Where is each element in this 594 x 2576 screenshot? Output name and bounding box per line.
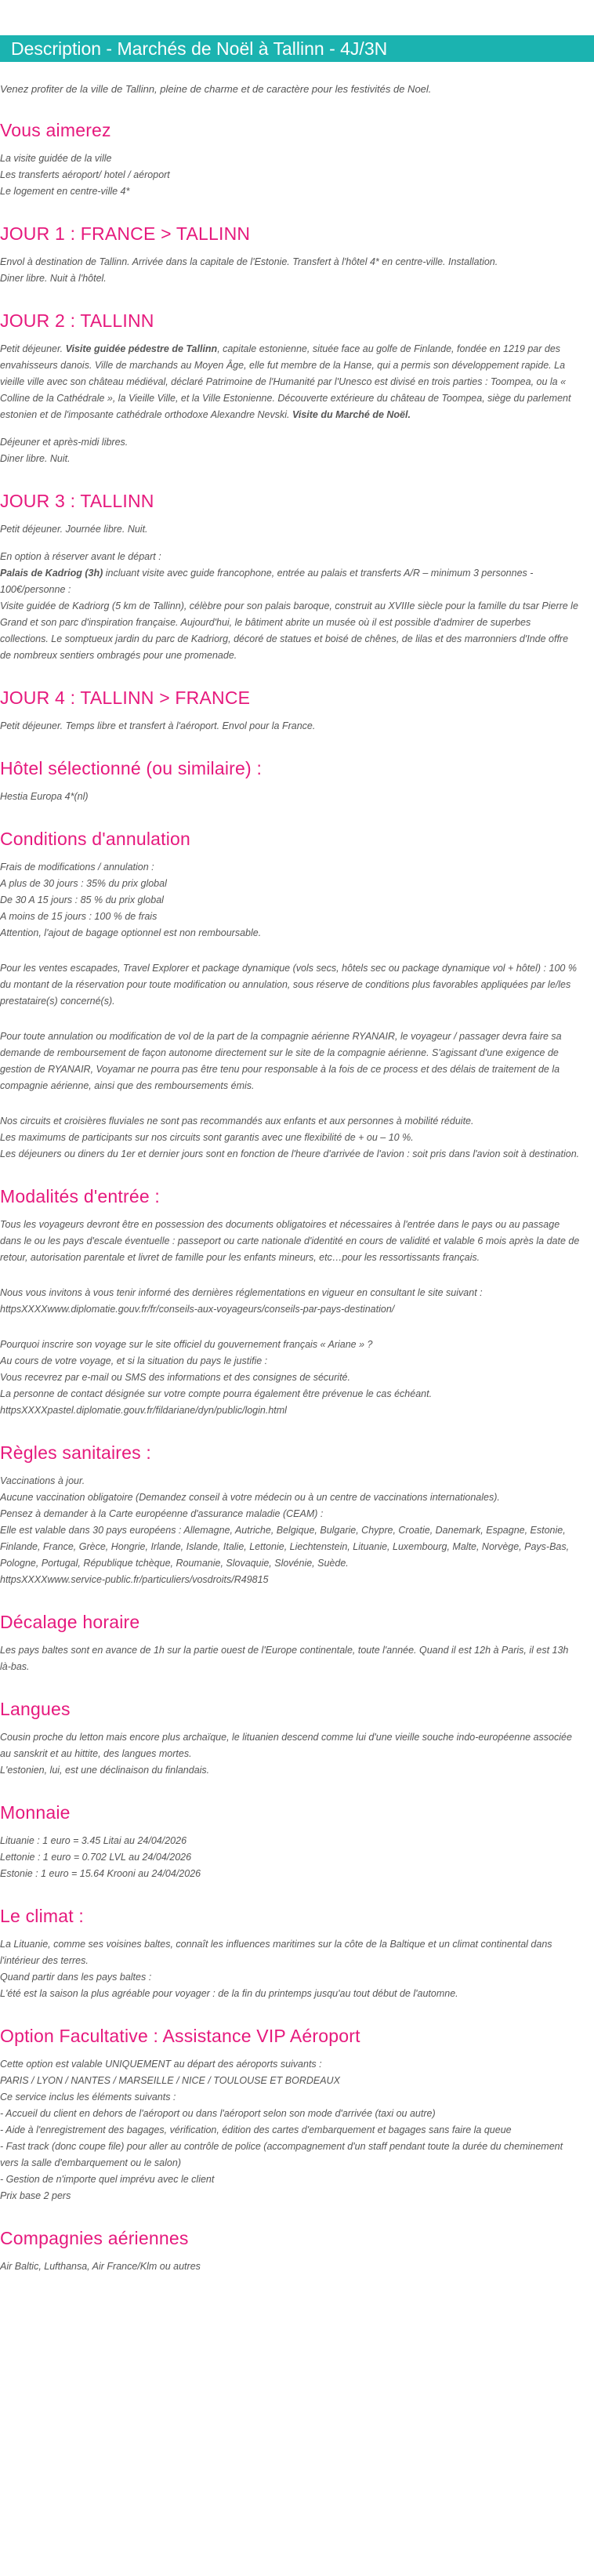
option-line: - Gestion de n'importe quel imprévu avec le client xyxy=(0,2174,215,2185)
option-line: - Accueil du client en dehors de l'aéroport ou dans l'aéroport selon son mode d'arrivée (taxi ou autre) xyxy=(0,2108,436,2119)
jour3-option-rest: incluant visite avec guide francophone, entrée au palais et transferts A/R – minimum 3 personnes - 100€/personne : xyxy=(0,568,534,595)
section-title-compagnies: Compagnies aériennes xyxy=(0,2228,189,2248)
section-title-sanitaires: Règles sanitaires : xyxy=(0,1442,151,1463)
sanitaires-line: Pensez à demander à la Carte européenne d'assurance maladie (CEAM) : xyxy=(0,1508,324,1519)
annulation-line: Nos circuits et croisières fluviales ne sont pas recommandés aux enfants et aux personnes à mobilité réduite. xyxy=(0,1116,474,1127)
jour1-line: Envol à destination de Tallinn. Arrivée dans la capitale de l'Estonie. Transfert à l'hôtel 4* en centre-ville. Installation. xyxy=(0,256,498,267)
entree-line: Pourquoi inscrire son voyage sur le site officiel du gouvernement français « Ariane » ? xyxy=(0,1339,373,1350)
section-title-jour4: JOUR 4 : TALLINN > FRANCE xyxy=(0,688,251,708)
section-title-hotel: Hôtel sélectionné (ou similaire) : xyxy=(0,758,263,778)
jour3-line: Petit déjeuner. Journée libre. Nuit. xyxy=(0,524,148,535)
sanitaires-countries: Elle est valable dans 30 pays européens : Allemagne, Autriche, Belgique, Bulgarie, Chypre, Croatie, Danemark, Espagne, Estonie, Finlande, France, Grèce, Hongrie, Irlande, Islande, Italie, Lettonie, Liechtenstein, Lituanie, Luxembourg, Malte, Norvège, Pays-Bas, Pologne, Portugal, République tchèque, Roumanie, Slovaquie, Slovénie, Suède. xyxy=(0,1525,570,1569)
banner-title: Description - Marchés de Noël à Tallinn - 4J/3N xyxy=(11,38,388,59)
option-line: Cette option est valable UNIQUEMENT au départ des aéroports suivants : xyxy=(0,2059,322,2070)
langues-text xyxy=(0,1729,580,1779)
entree-line: Vous recevrez par e-mail ou SMS des informations et des consignes de sécurité. xyxy=(0,1372,350,1383)
section-title-jour1: JOUR 1 : FRANCE > TALLINN xyxy=(0,223,251,244)
monnaie-line: Lituanie : 1 euro = 3.45 Litai au 24/04/2026 xyxy=(0,1835,187,1846)
description-banner xyxy=(0,35,594,62)
sanitaires-line: Aucune vaccination obligatoire (Demandez conseil à votre médecin ou à un centre de vaccinations internationales). xyxy=(0,1492,500,1503)
jour3-option xyxy=(0,549,580,664)
section-title-jour3: JOUR 3 : TALLINN xyxy=(0,491,154,511)
entree-ariane xyxy=(0,1337,580,1419)
aimez-list xyxy=(0,151,580,200)
section-title-monnaie: Monnaie xyxy=(0,1802,71,1823)
section-title-decalage: Décalage horaire xyxy=(0,1612,140,1632)
annulation-line: Les maximums de participants sur nos circuits sont garantis avec une flexibilité de + ou – 10 %. xyxy=(0,1132,414,1143)
jour2-bold-market: Visite du Marché de Noël. xyxy=(292,409,411,420)
monnaie-rates xyxy=(0,1833,580,1882)
jour2-bold-visit: Visite guidée pédestre de Tallinn xyxy=(65,343,218,354)
jour3-option-desc: Visite guidée de Kadriorg (5 km de Tallinn), célèbre pour son palais baroque, construit au XVIIIe siècle pour la famille du tsar Pierre le Grand et son parc d'inspiration française. Aujourd'hui, le bâtiment abrite un musée où il est possible d'admirer de superbes collections. Le somptueux jardin du parc de Kadriorg, décoré de statues et boisé de chênes, de lilas et des marronniers d'Inde offre de nombreux sentiers ombragés pour une promenade. xyxy=(0,600,578,661)
decalage-text: Les pays baltes sont en avance de 1h sur la partie ouest de l'Europe continentale, toute l'année. Quand il est 12h à Paris, il est 13h là-bas. xyxy=(0,1645,569,1672)
compagnies-list: Air Baltic, Lufthansa, Air France/Klm ou autres xyxy=(0,2261,201,2272)
option-text xyxy=(0,2056,580,2204)
option-line: - Fast track (donc coupe file) pour aller au contrôle de police (accompagnement d'un staff pendant toute la durée du cheminement vers la salle d'embarquement ou le salon) xyxy=(0,2141,563,2168)
jour3-option-bold: Palais de Kadriog (3h) xyxy=(0,568,103,579)
annulation-meals: Les déjeuners ou diners du 1er et dernier jours sont en fonction de l'heure d'arrivée de l'avion : soit pris dans l'avion soit à destination. xyxy=(0,1148,580,1159)
section-title-entree: Modalités d'entrée : xyxy=(0,1186,161,1206)
jour1-text xyxy=(0,254,580,287)
hotel-name: Hestia Europa 4*(nl) xyxy=(0,791,89,802)
annulation-fees xyxy=(0,859,580,942)
option-line: PARIS / LYON / NANTES / MARSEILLE / NICE / TOULOUSE ET BORDEAUX xyxy=(0,2075,340,2086)
jour2-paragraph xyxy=(0,341,580,423)
climat-line: L'été est la saison la plus agréable pour voyager : de la fin du printemps jusqu'au tout début de l'automne. xyxy=(0,1988,458,1999)
entree-link[interactable]: httpsXXXXpastel.diplomatie.gouv.fr/fildariane/dyn/public/login.html xyxy=(0,1405,287,1416)
aimez-item: La visite guidée de la ville xyxy=(0,153,112,164)
annulation-line: Attention, l'ajout de bagage optionnel est non remboursable. xyxy=(0,927,262,938)
section-title-annulation: Conditions d'annulation xyxy=(0,829,191,849)
option-price: Prix base 2 pers xyxy=(0,2190,71,2201)
aimez-item: Les transferts aéroport/ hotel / aéroport xyxy=(0,169,170,180)
sanitaires-line: Vaccinations à jour. xyxy=(0,1475,85,1486)
jour1-line: Diner libre. Nuit à l'hôtel. xyxy=(0,273,107,284)
section-title-aimez: Vous aimerez xyxy=(0,120,111,140)
jour2-text: , capitale estonienne, située face au golfe de Finlande, fondée en 1219 par des envahisseurs danois. Ville de marchands au Moyen Âge, elle fut membre de la Hanse, qui a permis son développement rapide. La vieille ville avec son château médiéval, déclaré Patrimoine de l'Humanité par l'Unesco est divisé en trois parties : Toompea, ou la « Colline de la Cathédrale », la Vieille Ville, et la Ville Estonienne. Découverte extérieure du château de Toompea, siège du parlement estonien et de l'imposante cathédrale orthodoxe Alexandre Nevski. xyxy=(0,343,571,420)
description-content xyxy=(0,82,580,2275)
aimez-item: Le logement en centre-ville 4* xyxy=(0,186,130,197)
jour2-line: Déjeuner et après-midi libres. xyxy=(0,437,129,448)
climat-text xyxy=(0,1936,580,2002)
option-line: Ce service inclus les éléments suivants : xyxy=(0,2092,176,2103)
climat-line: Quand partir dans les pays baltes : xyxy=(0,1972,152,1983)
section-title-option: Option Facultative : Assistance VIP Aéroport xyxy=(0,2026,360,2046)
sanitaires-link[interactable]: httpsXXXXwww.service-public.fr/particuliers/vosdroits/R49815 xyxy=(0,1574,269,1585)
intro-text: Venez profiter de la ville de Tallinn, pleine de charme et de caractère pour les festivités de Noel. xyxy=(0,83,432,95)
annulation-circuits xyxy=(0,1113,580,1146)
jour2-afternoon xyxy=(0,434,580,467)
entree-line: La personne de contact désignée sur votre compte pourra également être prévenue le cas échéant. xyxy=(0,1388,433,1399)
monnaie-line: Estonie : 1 euro = 15.64 Krooni au 24/04/2026 xyxy=(0,1868,201,1879)
jour3-option-intro: En option à réserver avant le départ : xyxy=(0,551,161,562)
annulation-line: A moins de 15 jours : 100 % de frais xyxy=(0,911,158,922)
annulation-line: A plus de 30 jours : 35% du prix global xyxy=(0,878,167,889)
jour4-line: Petit déjeuner. Temps libre et transfert à l'aéroport. Envol pour la France. xyxy=(0,720,316,731)
annulation-line: Frais de modifications / annulation : xyxy=(0,862,154,873)
section-title-langues: Langues xyxy=(0,1699,71,1719)
monnaie-line: Lettonie : 1 euro = 0.702 LVL au 24/04/2026 xyxy=(0,1852,192,1863)
entree-line: Au cours de votre voyage, et si la situation du pays le justifie : xyxy=(0,1355,268,1366)
entree-documents: Tous les voyageurs devront être en possession des documents obligatoires et nécessaires à l'entrée dans le pays ou au passage dans le ou les pays d'escale éventuelle : passeport ou carte nationale d'identité en cours de validité et valable 6 mois après la date de retour, autorisation parentale et livret de famille pour les enfants mineurs, etc…pour les ressortissants français. xyxy=(0,1219,580,1263)
annulation-escapades: Pour les ventes escapades, Travel Explorer et package dynamique (vols secs, hôtels sec ou package dynamique vol + hôtel) : 100 % du montant de la réservation pour toute modification ou annulation, sous réserve de conditions plus favorables appliquées par le/les prestataire(s) concerné(s). xyxy=(0,963,577,1007)
langues-line: L'estonien, lui, est une déclinaison du finlandais. xyxy=(0,1765,210,1776)
sanitaires-text xyxy=(0,1473,580,1588)
section-title-jour2: JOUR 2 : TALLINN xyxy=(0,310,154,331)
jour2-line: Diner libre. Nuit. xyxy=(0,453,71,464)
jour2-text: Petit déjeuner. xyxy=(0,343,66,354)
page xyxy=(0,35,594,2275)
annulation-line: De 30 A 15 jours : 85 % du prix global xyxy=(0,894,164,905)
entree-info: Nous vous invitons à vous tenir informé des dernières réglementations en vigueur en consultant le site suivant : httpsXXXXwww.diplomatie.gouv.fr/fr/conseils-aux-voyageurs/conseils-par-pays-destination/ xyxy=(0,1287,483,1315)
annulation-ryanair: Pour toute annulation ou modification de vol de la part de la compagnie aérienne RYANAIR, le voyageur / passager devra faire sa demande de remboursement de façon autonome directement sur le site de la compagnie aérienne. S'agissant d'une exigence de gestion de RYANAIR, Voyamar ne pourra pas être tenu pour responsable à la fois de ce process et des délais de traitement de la compagnie aérienne, ainsi que des remboursements émis. xyxy=(0,1031,562,1091)
section-title-climat: Le climat : xyxy=(0,1906,85,1926)
option-line: - Aide à l'enregistrement des bagages, vérification, édition des cartes d'embarquement et bagages sans faire la queue xyxy=(0,2124,512,2135)
climat-line: La Lituanie, comme ses voisines baltes, connaît les influences maritimes sur la côte de la Baltique et un climat continental dans l'intérieur des terres. xyxy=(0,1939,552,1966)
langues-line: Cousin proche du letton mais encore plus archaïque, le lituanien descend comme lui d'une vieille souche indo-européenne associée au sanskrit et au hittite, des langues mortes. xyxy=(0,1732,572,1759)
